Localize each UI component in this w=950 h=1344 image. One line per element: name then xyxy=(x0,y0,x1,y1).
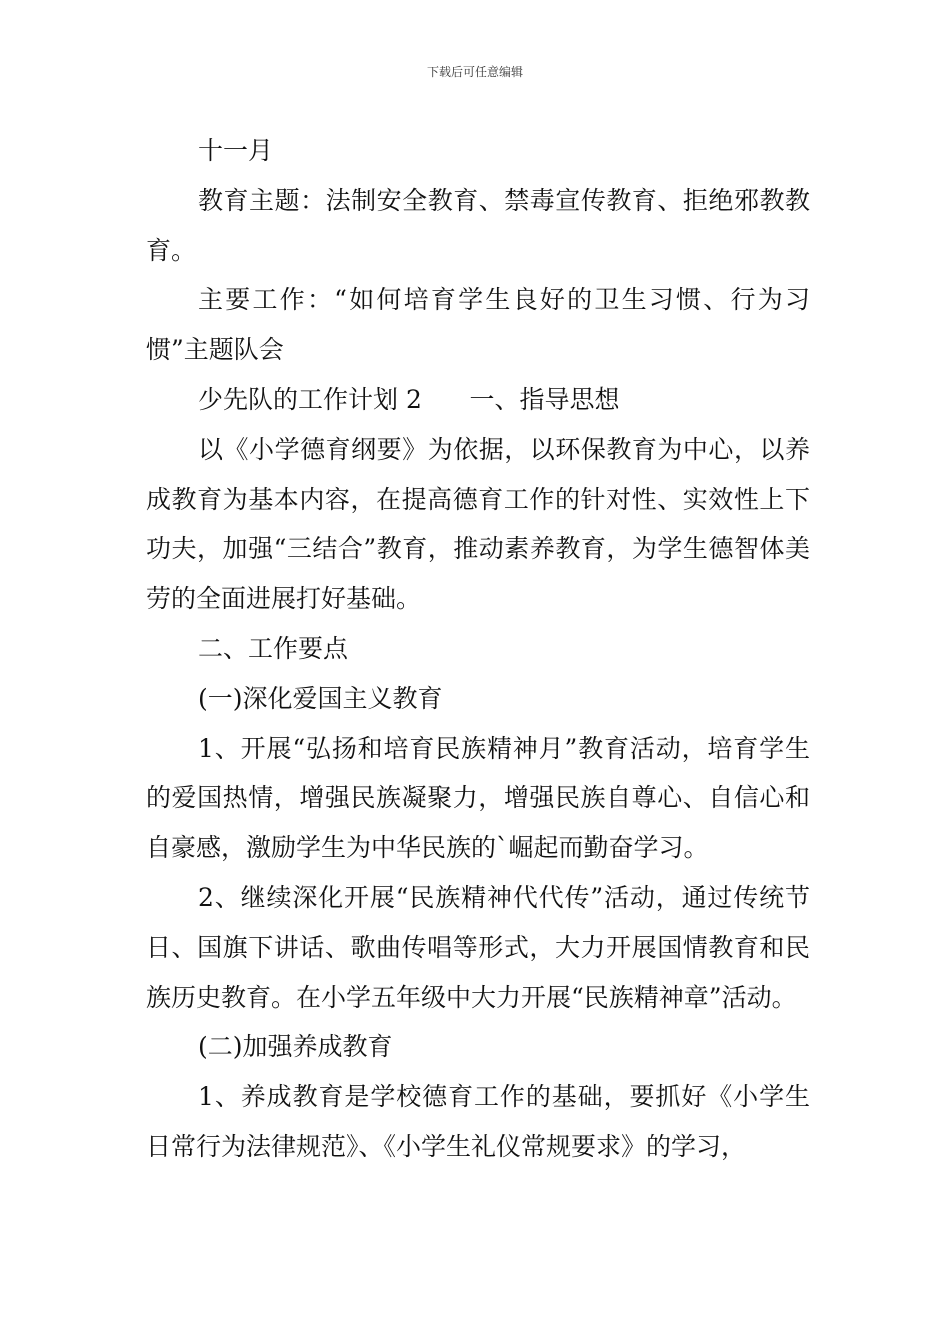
heading-work-points: 二、工作要点 xyxy=(198,633,349,663)
paragraph-item-1: 1、开展“弘扬和培育民族精神月”教育活动，培育学生的爱国热情，增强民族凝聚力，增强民族自尊心、自信心和自豪感，激励学生为中华民族的`崛起而勤奋学习。 xyxy=(146,733,810,863)
page-header-note: 下载后可任意编辑 xyxy=(426,65,523,79)
paragraph-item-2: 2、继续深化开展“民族精神代代传”活动，通过传统节日、国旗下讲话、歌曲传唱等形式，大力开展国情教育和民族历史教育。在小学五年级中大力开展“民族精神章”活动。 xyxy=(146,882,810,1012)
heading-patriotic-education: (一)深化爱国主义教育 xyxy=(198,683,443,713)
paragraph-guiding-idea: 以《小学德育纲要》为依据，以环保教育为中心，以养成教育为基本内容，在提高德育工作的针对性、实效性上下功夫，加强“三结合”教育，推动素养教育，为学生德智体美劳的全面进展打好基础。 xyxy=(146,434,810,614)
paragraph-plan-title: 少先队的工作计划 2 一、指导思想 xyxy=(198,384,620,414)
paragraph-education-theme: 教育主题：法制安全教育、禁毒宣传教育、拒绝邪教教育。 xyxy=(146,185,810,265)
heading-habit-education: (二)加强养成教育 xyxy=(198,1032,393,1062)
paragraph-main-work: 主要工作：“如何培育学生良好的卫生习惯、行为习惯”主题队会 xyxy=(146,285,810,365)
paragraph-month-heading: 十一月 xyxy=(198,136,274,165)
paragraph-habit-item-1: 1、养成教育是学校德育工作的基础，要抓好《小学生日常行为法律规范》、《小学生礼仪常规要求》的学习， xyxy=(146,1082,810,1161)
document-body xyxy=(146,126,810,1172)
